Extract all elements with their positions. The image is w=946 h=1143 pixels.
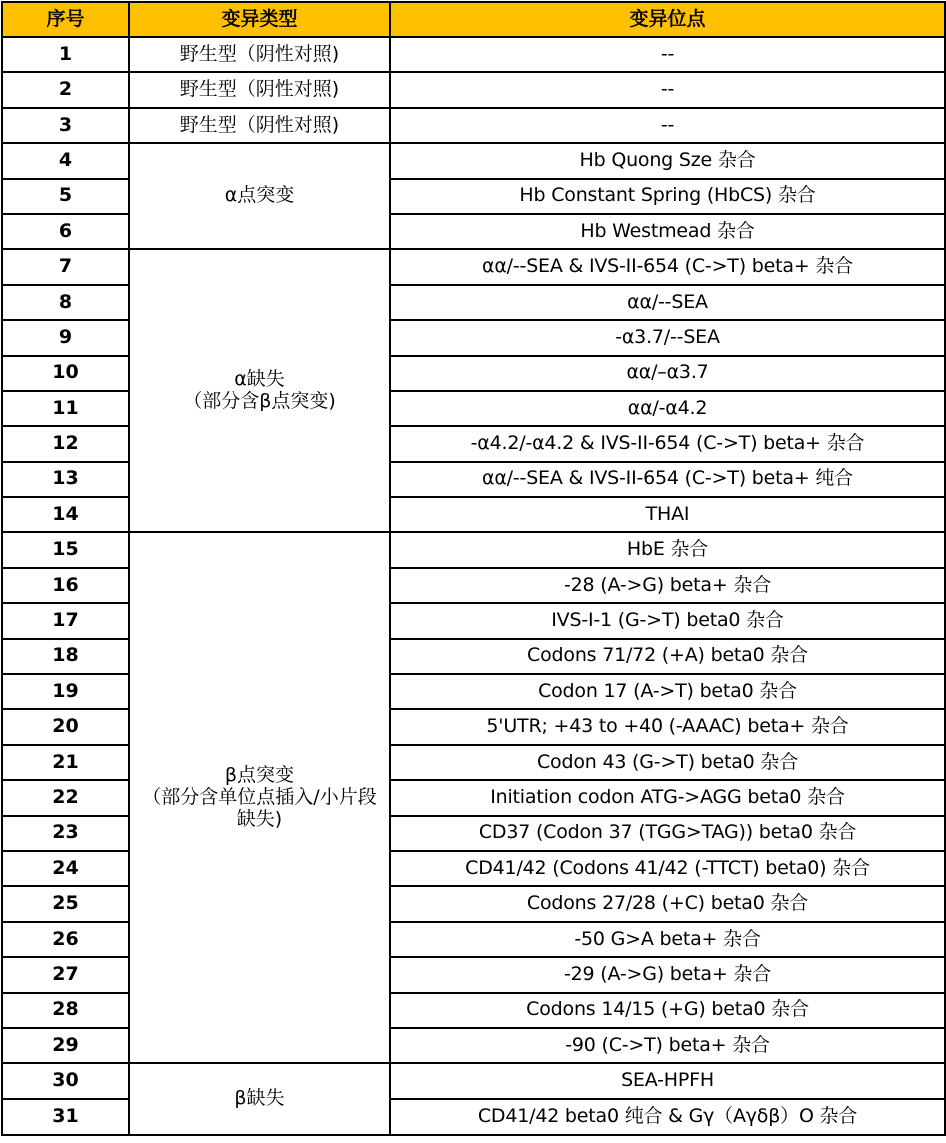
row-number: 30 (2, 1063, 129, 1098)
row-number: 7 (2, 249, 129, 284)
variant-type-line: 野生型（阴性对照) (179, 78, 340, 101)
table-row (2, 1063, 945, 1098)
table-row (2, 249, 945, 284)
variant-type-line: 缺失) (236, 807, 283, 830)
row-number: 29 (2, 1028, 129, 1063)
variant-site-cell: αα/–α3.7 (390, 356, 945, 391)
header-variant-type: 变异类型 (129, 2, 390, 37)
row-number: 25 (2, 886, 129, 921)
variant-site-cell: αα/--SEA & IVS-II-654 (C->T) beta+ 纯合 (390, 462, 945, 497)
variant-site-cell: -- (390, 72, 945, 107)
variant-site-cell: Codon 43 (G->T) beta0 杂合 (390, 745, 945, 780)
variant-site-cell: -α3.7/--SEA (390, 320, 945, 355)
variant-type-line: （部分含单位点插入/小片段 (142, 785, 377, 808)
variant-site-cell: Codons 71/72 (+A) beta0 杂合 (390, 639, 945, 674)
row-number: 23 (2, 816, 129, 851)
variant-site-cell: CD41/42 beta0 纯合 & Gγ（Aγδβ）O 杂合 (390, 1099, 945, 1135)
table-row (2, 72, 945, 107)
variant-site-cell: αα/--SEA & IVS-II-654 (C->T) beta+ 杂合 (390, 249, 945, 284)
row-number: 26 (2, 922, 129, 957)
variant-type-line: 野生型（阴性对照) (179, 113, 340, 136)
row-number: 10 (2, 356, 129, 391)
variant-type-cell (129, 37, 390, 72)
variant-type-line: β缺失 (234, 1087, 285, 1110)
variant-site-cell: -50 G>A beta+ 杂合 (390, 922, 945, 957)
variant-site-cell: -- (390, 37, 945, 72)
variant-site-cell: CD37 (Codon 37 (TGG>TAG)) beta0 杂合 (390, 816, 945, 851)
variant-site-cell: -28 (A->G) beta+ 杂合 (390, 568, 945, 603)
row-number: 4 (2, 143, 129, 178)
variant-type-line: （部分含β点突变) (183, 389, 336, 412)
variant-site-cell: αα/--SEA (390, 285, 945, 320)
variant-site-cell: 5'UTR; +43 to +40 (-AAAC) beta+ 杂合 (390, 709, 945, 744)
table-row (2, 143, 945, 178)
variant-type-cell (129, 72, 390, 107)
row-number: 8 (2, 285, 129, 320)
row-number: 3 (2, 108, 129, 143)
header-variant-site: 变异位点 (390, 2, 945, 37)
row-number: 18 (2, 639, 129, 674)
variant-site-cell: HbE 杂合 (390, 532, 945, 567)
variant-site-cell: SEA-HPFH (390, 1063, 945, 1098)
variant-type-cell (129, 1063, 390, 1135)
row-number: 5 (2, 179, 129, 214)
row-number: 27 (2, 957, 129, 992)
row-number: 24 (2, 851, 129, 886)
variant-type-line: 野生型（阴性对照) (179, 42, 340, 65)
row-number: 9 (2, 320, 129, 355)
row-number: 13 (2, 462, 129, 497)
row-number: 6 (2, 214, 129, 249)
variant-site-cell: CD41/42 (Codons 41/42 (-TTCT) beta0) 杂合 (390, 851, 945, 886)
variant-site-cell: αα/-α4.2 (390, 391, 945, 426)
row-number: 21 (2, 745, 129, 780)
variant-site-cell: Codon 17 (A->T) beta0 杂合 (390, 674, 945, 709)
variant-type-line: α点突变 (224, 184, 295, 207)
variant-type-cell (129, 108, 390, 143)
variant-site-cell: Codons 27/28 (+C) beta0 杂合 (390, 886, 945, 921)
variant-type-cell (129, 249, 390, 532)
table-header-row (2, 2, 945, 37)
variant-site-cell: -90 (C->T) beta+ 杂合 (390, 1028, 945, 1063)
row-number: 14 (2, 497, 129, 532)
variant-site-cell: Hb Quong Sze 杂合 (390, 143, 945, 178)
row-number: 22 (2, 780, 129, 815)
row-number: 2 (2, 72, 129, 107)
row-number: 31 (2, 1099, 129, 1135)
variant-type-line: β点突变 (224, 764, 295, 787)
variant-site-cell: THAI (390, 497, 945, 532)
variant-site-cell: Hb Westmead 杂合 (390, 214, 945, 249)
row-number: 28 (2, 993, 129, 1028)
row-number: 12 (2, 426, 129, 461)
row-number: 1 (2, 37, 129, 72)
row-number: 11 (2, 391, 129, 426)
row-number: 17 (2, 603, 129, 638)
variant-site-cell: Codons 14/15 (+G) beta0 杂合 (390, 993, 945, 1028)
table-row (2, 37, 945, 72)
variant-type-line: α缺失 (234, 368, 285, 391)
row-number: 16 (2, 568, 129, 603)
row-number: 19 (2, 674, 129, 709)
header-index: 序号 (2, 2, 129, 37)
variant-site-cell: Hb Constant Spring (HbCS) 杂合 (390, 179, 945, 214)
variant-type-cell (129, 532, 390, 1063)
variant-site-cell: Initiation codon ATG->AGG beta0 杂合 (390, 780, 945, 815)
variant-table (1, 1, 946, 1136)
row-number: 20 (2, 709, 129, 744)
variant-type-cell (129, 143, 390, 249)
variant-site-cell: -29 (A->G) beta+ 杂合 (390, 957, 945, 992)
variant-site-cell: -- (390, 108, 945, 143)
table-row (2, 532, 945, 567)
row-number: 15 (2, 532, 129, 567)
variant-site-cell: -α4.2/-α4.2 & IVS-II-654 (C->T) beta+ 杂合 (390, 426, 945, 461)
table-row (2, 108, 945, 143)
variant-site-cell: IVS-I-1 (G->T) beta0 杂合 (390, 603, 945, 638)
